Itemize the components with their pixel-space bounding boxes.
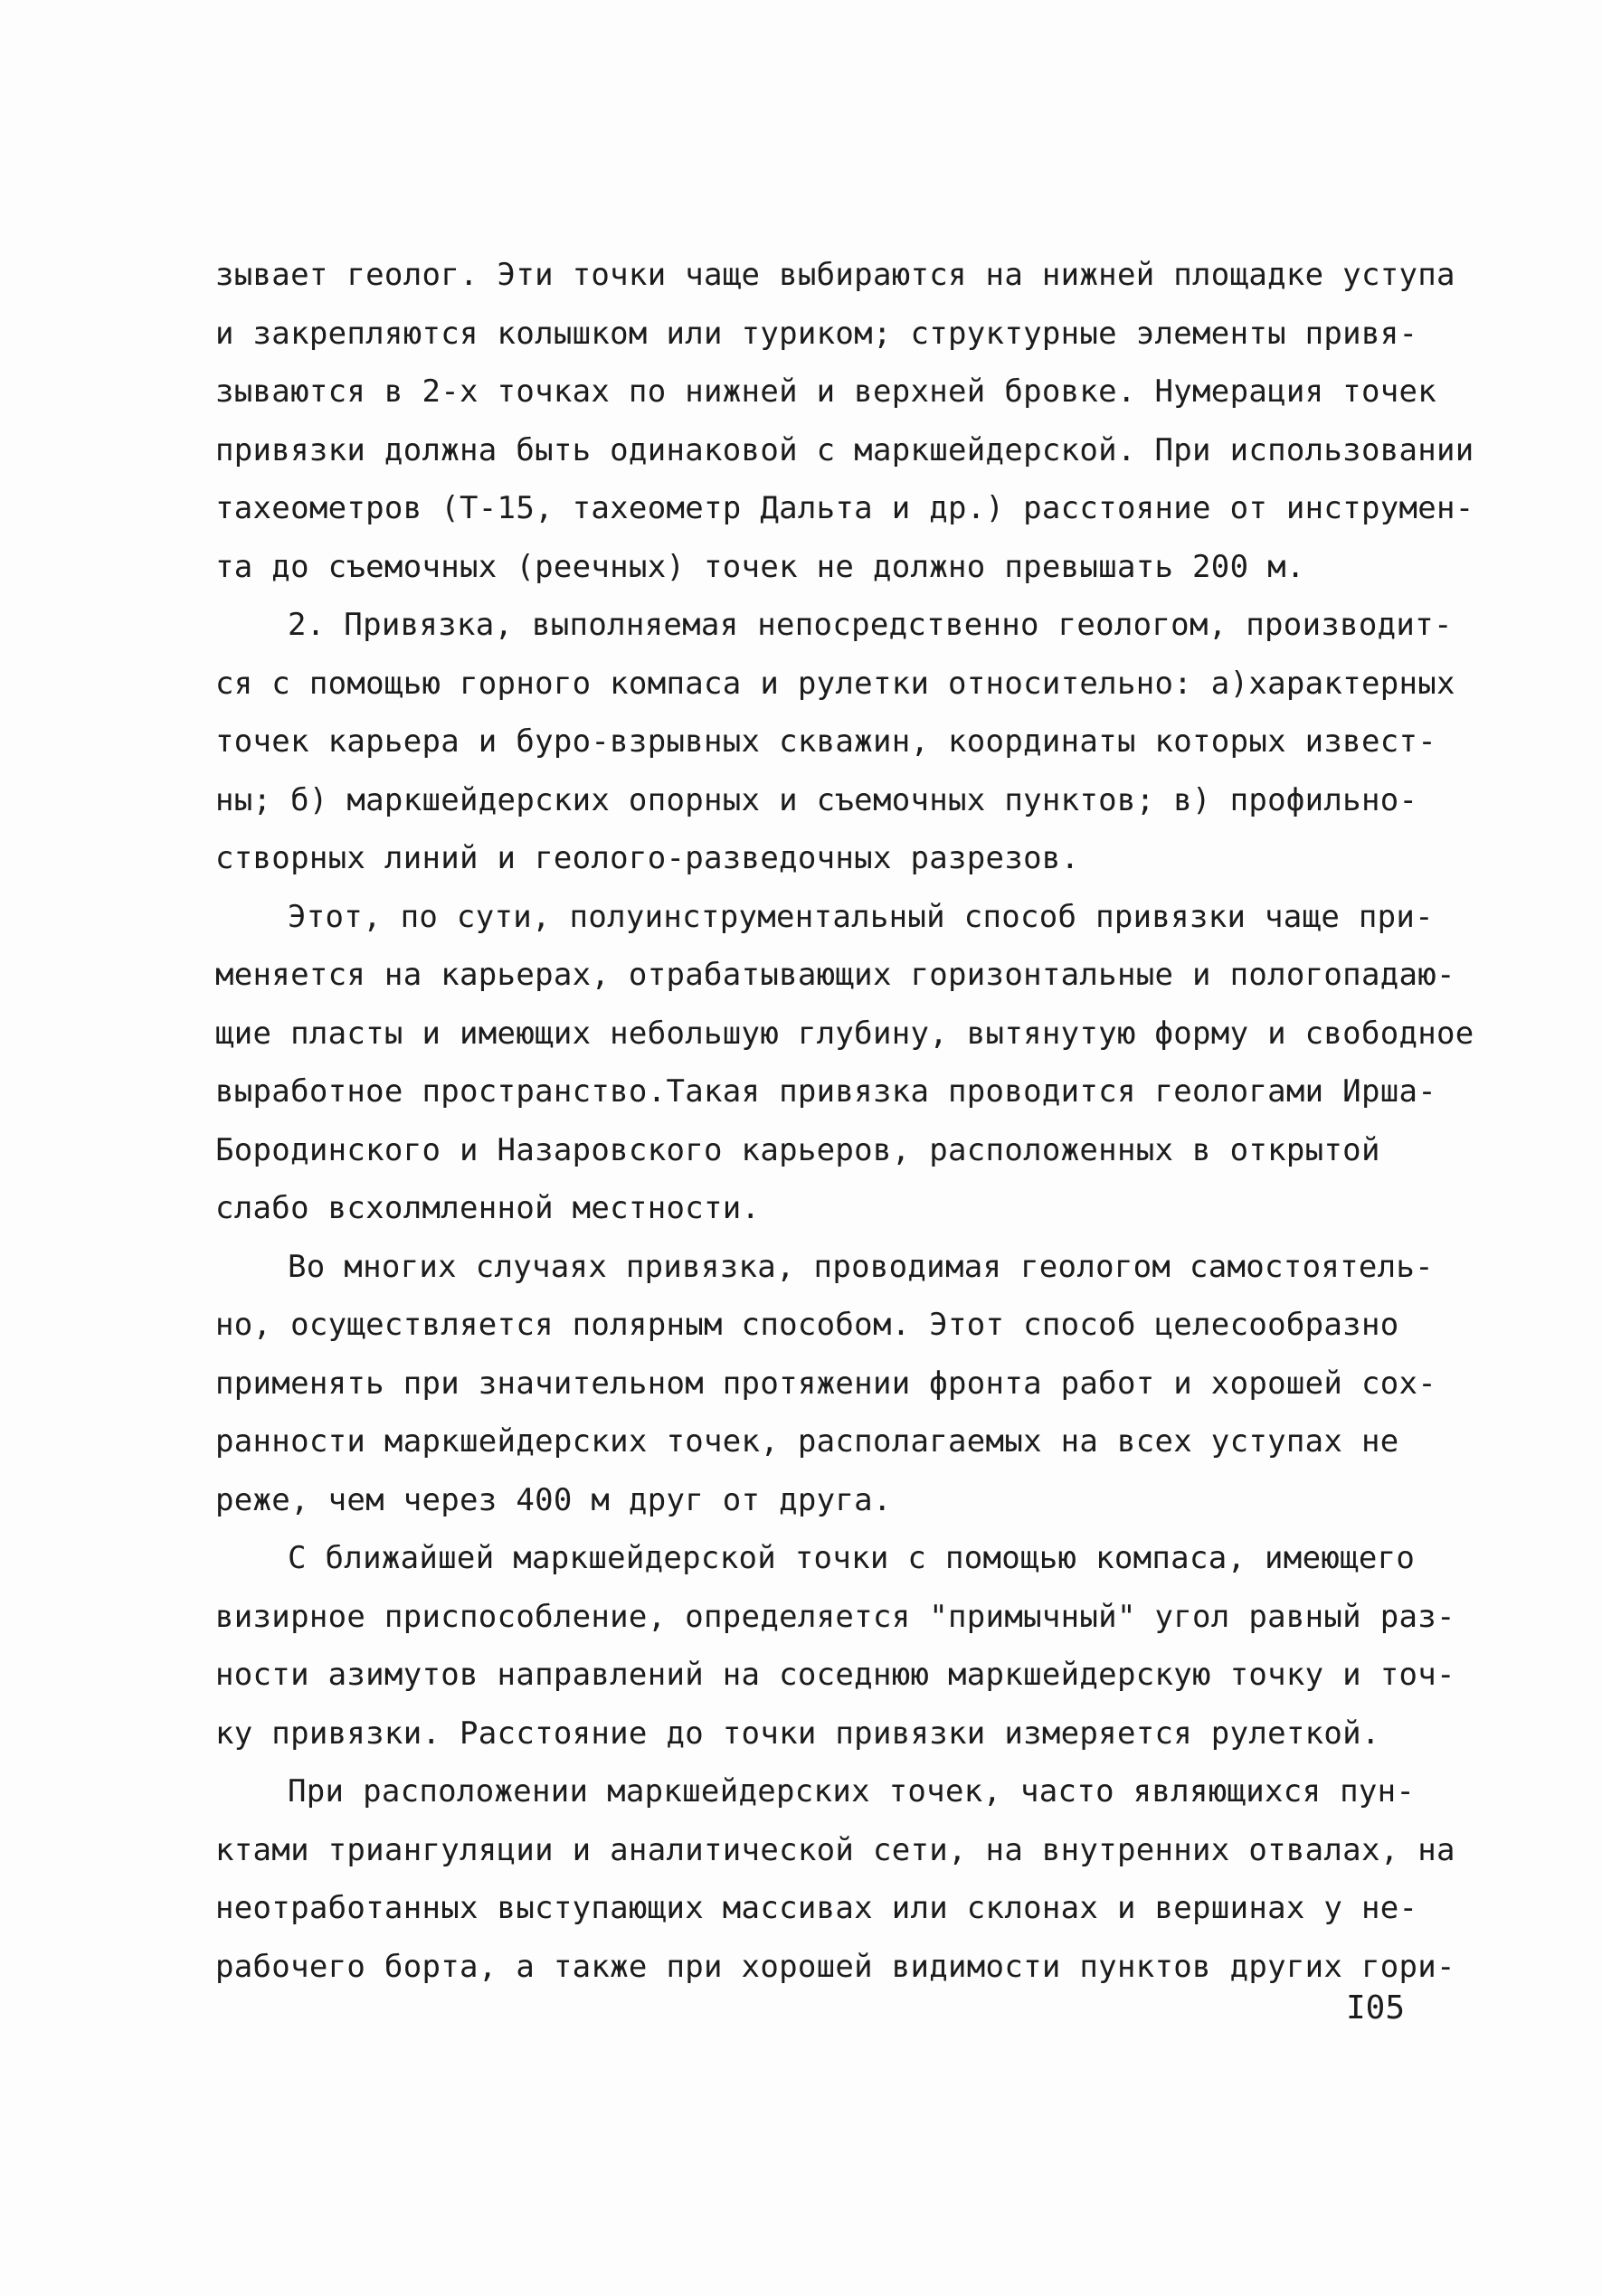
text-line: выработное пространство.Такая привязка проводится геологами Ирша- — [215, 1073, 1437, 1110]
paragraph-first-line: Во многих случаях привязка, проводимая геологом самостоятель- — [288, 1248, 1434, 1285]
text-line: реже, чем через 400 м друг от друга. — [215, 1481, 892, 1518]
text-line: щие пласты и имеющих небольшую глубину, вытянутую форму и свободное — [215, 1015, 1474, 1052]
text-line: меняется на карьерах, отрабатывающих горизонтальные и пологопадаю- — [215, 957, 1455, 993]
text-line: рабочего борта, а также при хорошей видимости пунктов других гори- — [215, 1948, 1455, 1985]
text-line: ку привязки. Расстояние до точки привязки измеряется рулеткой. — [215, 1715, 1380, 1752]
text-line: зываются в 2-х точках по нижней и верхней бровке. Нумерация точек — [215, 373, 1437, 410]
paragraph-first-line: Этот, по сути, полуинструментальный способ привязки чаще при- — [288, 898, 1434, 935]
text-line: визирное приспособление, определяется "примычный" угол равный раз- — [215, 1598, 1455, 1635]
text-line: ранности маркшейдерских точек, располагаемых на всех уступах не — [215, 1423, 1399, 1460]
text-line: тахеометров (Т-15, тахеометр Дальта и др.) расстояние от инструмен- — [215, 490, 1474, 526]
text-line: ся с помощью горного компаса и рулетки относительно: а)характерных — [215, 665, 1455, 702]
paragraph-first-line: 2. Привязка, выполняемая непосредственно геологом, производит- — [288, 607, 1453, 643]
text-line: но, осуществляется полярным способом. Этот способ целесообразно — [215, 1307, 1399, 1343]
paragraph-first-line: зывает геолог. Эти точки чаще выбираются на нижней площадке уступа — [215, 257, 1455, 293]
page-number: I05 — [1346, 1989, 1406, 2027]
text-line: применять при значительном протяжении фронта работ и хорошей сох- — [215, 1365, 1437, 1402]
text-line: ктами триангуляции и аналитической сети, на внутренних отвалах, на — [215, 1831, 1455, 1868]
text-line: неотработанных выступающих массивах или склонах и вершинах у не- — [215, 1890, 1418, 1926]
text-line: та до съемочных (реечных) точек не должно превышать 200 м. — [215, 548, 1305, 585]
text-line: створных линий и геолого-разведочных разрезов. — [215, 840, 1080, 876]
body-text — [215, 246, 1474, 1996]
text-line: Бородинского и Назаровского карьеров, расположенных в открытой — [215, 1131, 1380, 1168]
text-line: привязки должна быть одинаковой с маркшейдерской. При использовании — [215, 431, 1474, 468]
text-line: слабо всхолмленной местности. — [215, 1190, 761, 1226]
paragraph-first-line: С ближайшей маркшейдерской точки с помощью компаса, имеющего — [288, 1540, 1416, 1576]
text-line: и закрепляются колышком или туриком; структурные элементы привя- — [215, 315, 1418, 352]
text-line: ности азимутов направлений на соседнюю маркшейдерскую точку и точ- — [215, 1657, 1455, 1693]
text-line: ны; б) маркшейдерских опорных и съемочных пунктов; в) профильно- — [215, 781, 1418, 818]
paragraph-first-line: При расположении маркшейдерских точек, часто являющихся пун- — [288, 1773, 1416, 1809]
text-line: точек карьера и буро-взрывных скважин, координаты которых извест- — [215, 723, 1437, 760]
